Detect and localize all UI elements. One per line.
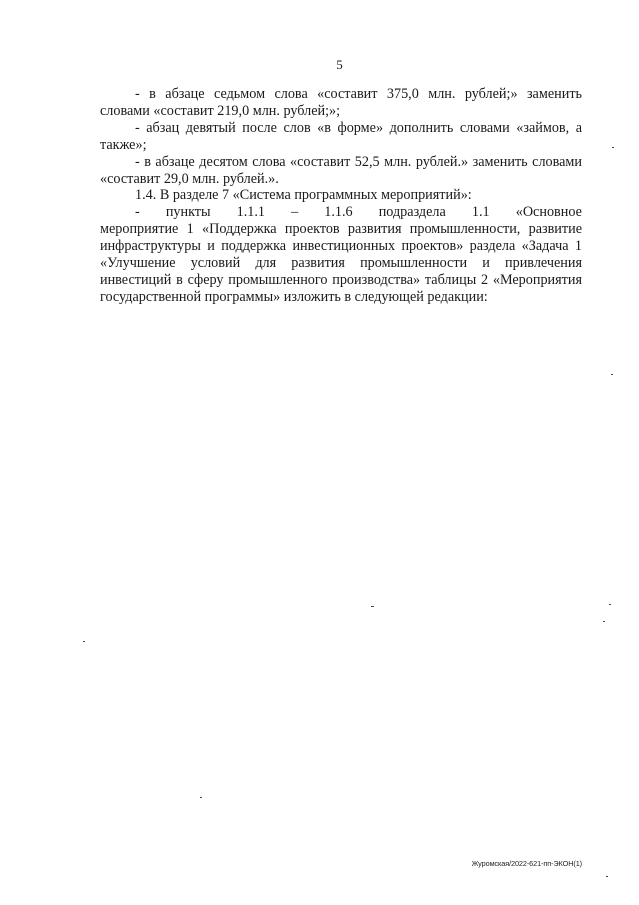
scan-speck (200, 797, 202, 798)
paragraph-3: - в абзаце десятом слова «составит 52,5 млн. рублей.» заменить словами «составит 29,0 млн. рублей.». (100, 153, 582, 187)
document-footer-code: Журомская/2022-621-пп-ЭКОН(1) (471, 859, 582, 868)
paragraph-4: 1.4. В разделе 7 «Система программных мероприятий»: (135, 187, 472, 204)
scan-speck (83, 641, 85, 642)
scan-speck (371, 606, 374, 607)
scan-speck (611, 374, 613, 375)
document-body (100, 86, 582, 306)
paragraph-5-body: мероприятие 1 «Поддержка проектов развития промышленности, развитие инфраструктуры и поддержка инвестиционных проектов» раздела «Задача 1 «Улучшение условий для развития промышленности и привлечения инвестиций в сферу промышленного производства» таблицы 2 «Мероприятия государственной программы» изложить в следующей редакции: (100, 221, 582, 305)
scan-speck (606, 876, 608, 877)
page-number: 5 (336, 57, 343, 72)
paragraph-2: - абзац девятый после слов «в форме» дополнить словами «займов, а также»; (100, 119, 582, 153)
scan-speck (603, 621, 605, 622)
paragraph-5-first-line: - пункты 1.1.1 – 1.1.6 подраздела 1.1 «Основное (135, 204, 582, 221)
paragraph-1: - в абзаце седьмом слова «составит 375,0 млн. рублей;» заменить словами «составит 219,0 млн. рублей;»; (100, 86, 582, 119)
scan-speck (612, 147, 614, 148)
scan-speck (609, 604, 611, 605)
